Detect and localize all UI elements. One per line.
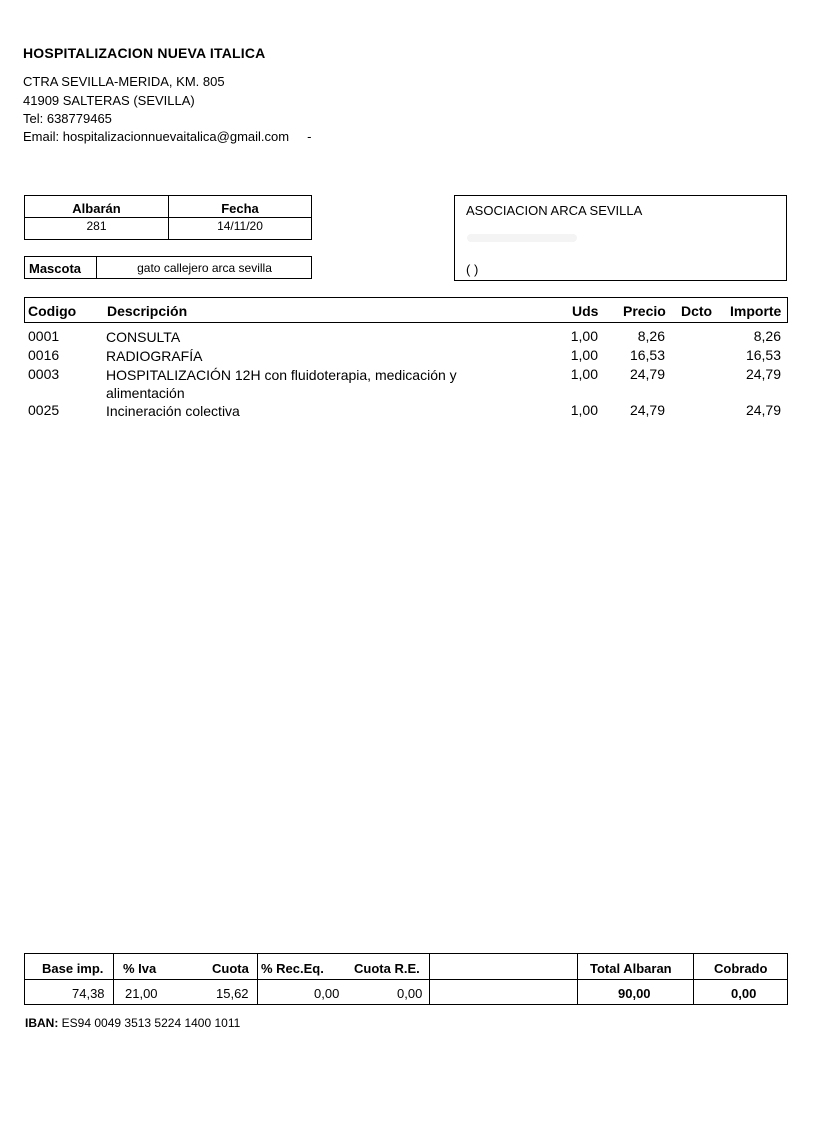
totals-value-rec-eq: 0,00	[314, 986, 340, 1001]
item-precio: 8,26	[637, 328, 665, 344]
company-phone: Tel: 638779465	[23, 111, 112, 126]
totals-header-total: Total Albaran	[590, 961, 672, 976]
totals-header-cuota-re: Cuota R.E.	[354, 961, 420, 976]
albaran-label: Albarán	[25, 196, 168, 218]
totals-value-iva: 21,00	[125, 986, 158, 1001]
item-uds: 1,00	[570, 402, 598, 418]
lines-header	[24, 297, 788, 323]
header-descripcion: Descripción	[107, 303, 188, 319]
company-email-suffix: -	[307, 129, 312, 144]
item-descripcion: CONSULTA	[106, 329, 181, 345]
reference-box	[24, 195, 312, 240]
item-uds: 1,00	[570, 366, 598, 382]
item-codigo: 0001	[28, 328, 60, 344]
item-codigo: 0016	[28, 347, 60, 363]
company-name: HOSPITALIZACION NUEVA ITALICA	[23, 45, 266, 61]
company-email: Email: hospitalizacionnuevaitalica@gmail.com	[23, 129, 290, 144]
totals-value-total: 90,00	[618, 986, 651, 1001]
item-precio: 24,79	[629, 366, 665, 382]
totals-header-cuota: Cuota	[212, 961, 249, 976]
totals-header-iva: % Iva	[123, 961, 157, 976]
totals-box	[24, 953, 788, 1005]
client-phone: ( )	[466, 262, 479, 277]
fecha-label: Fecha	[169, 196, 311, 218]
item-uds: 1,00	[570, 328, 598, 344]
company-address-line2: 41909 SALTERAS (SEVILLA)	[23, 93, 195, 108]
pet-label: Mascota	[25, 257, 97, 278]
fecha-value: 14/11/20	[217, 219, 263, 233]
header-precio: Precio	[623, 303, 666, 319]
totals-value-base: 74,38	[72, 986, 105, 1001]
totals-col-separator	[257, 954, 258, 1004]
item-codigo: 0003	[28, 366, 60, 382]
item-precio: 16,53	[629, 347, 665, 363]
item-codigo: 0025	[28, 402, 60, 418]
header-codigo: Codigo	[28, 303, 77, 319]
totals-value-cuota: 15,62	[216, 986, 249, 1001]
totals-col-separator	[113, 954, 114, 1004]
iban-line	[25, 1016, 240, 1030]
redacted-address	[467, 234, 577, 242]
company-email-line	[23, 129, 311, 144]
iban-value: ES94 0049 3513 5224 1400 1011	[61, 1016, 241, 1030]
item-importe: 24,79	[745, 402, 781, 418]
pet-value: gato callejero arca sevilla	[137, 261, 272, 275]
item-descripcion: Incineración colectiva	[106, 403, 240, 419]
header-uds: Uds	[572, 303, 599, 319]
totals-col-separator	[429, 954, 430, 1004]
totals-header-cobrado: Cobrado	[714, 961, 768, 976]
item-precio: 24,79	[629, 402, 665, 418]
client-box	[454, 195, 787, 281]
item-importe: 24,79	[745, 366, 781, 382]
totals-header-rec-eq: % Rec.Eq.	[261, 961, 324, 976]
totals-value-cuota-re: 0,00	[397, 986, 423, 1001]
client-name: ASOCIACION ARCA SEVILLA	[466, 203, 643, 218]
totals-divider	[25, 979, 787, 980]
item-importe: 8,26	[753, 328, 781, 344]
item-uds: 1,00	[570, 347, 598, 363]
pet-box	[24, 256, 312, 279]
totals-col-separator	[577, 954, 578, 1004]
totals-header-base: Base imp.	[42, 961, 104, 976]
totals-value-cobrado: 0,00	[731, 986, 757, 1001]
item-descripcion: HOSPITALIZACIÓN 12H con fluidoterapia, medicación y alimentación	[106, 367, 457, 401]
totals-col-separator	[693, 954, 694, 1004]
iban-label: IBAN:	[25, 1016, 59, 1030]
header-importe: Importe	[730, 303, 782, 319]
company-address-line1: CTRA SEVILLA-MERIDA, KM. 805	[23, 74, 225, 89]
item-descripcion: RADIOGRAFÍA	[106, 348, 203, 364]
header-dcto: Dcto	[681, 303, 713, 319]
item-importe: 16,53	[745, 347, 781, 363]
albaran-value: 281	[86, 219, 107, 233]
